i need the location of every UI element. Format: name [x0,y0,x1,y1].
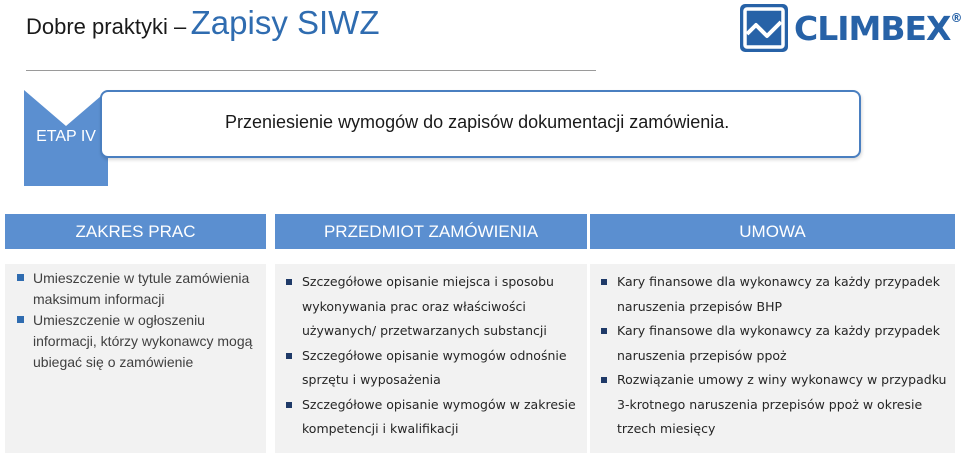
list-item: Kary finansowe dla wykonawcy za każdy przypadek naruszenia przepisów BHP [598,270,947,319]
etap-description-box [100,90,861,158]
list-item: Szczegółowe opisanie wymogów odnośnie sprzętu i wyposażenia [283,344,579,393]
climbex-logo [740,2,963,54]
column-header-zakres-prac: ZAKRES PRAC [5,214,266,249]
etap-description: Przeniesienie wymogów do zapisów dokumentacji zamówienia. [225,112,730,132]
column-header-umowa: UMOWA [590,214,955,249]
column-body-przedmiot-zamowienia [275,264,587,453]
list-item: Umieszczenie w tytule zamówienia maksimum informacji [15,268,258,310]
title-underline [26,70,596,71]
list-item: Szczegółowe opisanie wymogów w zakresie kompetencji i kwalifikacji [283,393,579,442]
climbex-logo-icon [740,4,788,52]
list-item: Kary finansowe dla wykonawcy za każdy przypadek naruszenia przepisów ppoż [598,319,947,368]
column-body-umowa [590,264,955,453]
title-prefix: Dobre praktyki – [26,14,187,39]
title-main: Zapisy SIWZ [190,4,380,41]
list-item: Umieszczenie w ogłoszeniu informacji, którzy wykonawcy mogą ubiegać się o zamówienie [15,310,258,373]
column-header-przedmiot-zamowienia: PRZEDMIOT ZAMÓWIENIA [275,214,587,249]
list-item: Rozwiązanie umowy z winy wykonawcy w przypadku 3-krotnego naruszenia przepisów ppoż w okresie trzech miesięcy [598,368,947,442]
etap-label: ETAP IV [36,128,96,145]
column-body-zakres-prac [5,264,266,453]
list-item: Szczegółowe opisanie miejsca i sposobu wykonywania prac oraz właściwości używanych/ przetwarzanych substancji [283,270,579,344]
slide-title [26,4,380,42]
registered-mark: ® [950,10,963,25]
climbex-logo-text: CLIMBEX® [794,8,963,48]
